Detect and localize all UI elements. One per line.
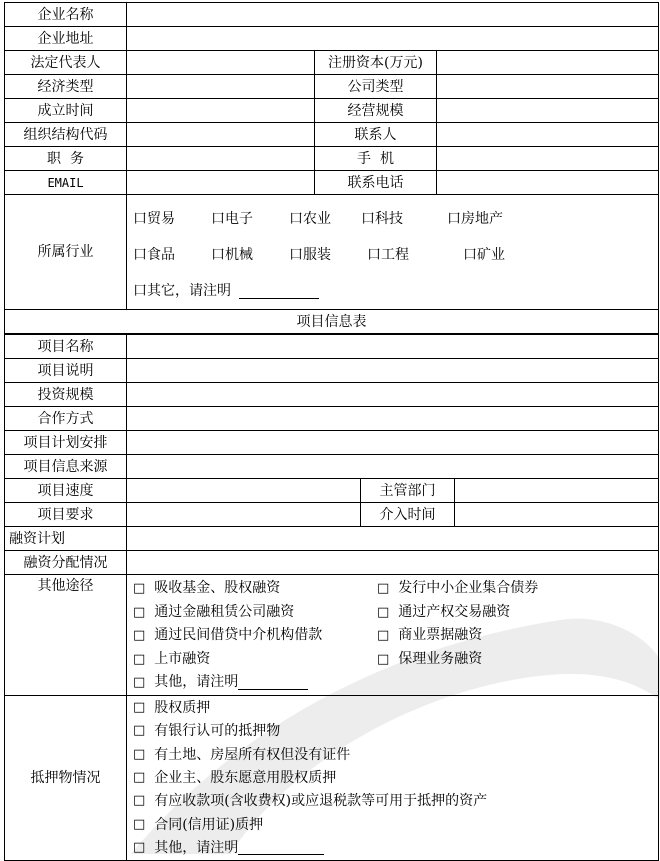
checkbox-icon: □ [133, 651, 146, 667]
project-info-table [4, 334, 659, 861]
source-label: 项目信息来源 [5, 455, 127, 479]
dept-label: 主管部门 [361, 479, 455, 503]
industry-option[interactable]: 口机械 [211, 247, 253, 263]
org-code-field[interactable] [127, 123, 315, 147]
timing-field[interactable] [455, 503, 659, 527]
invest-label: 投资规模 [5, 383, 127, 407]
row-industry [5, 195, 659, 310]
project-name-field[interactable] [127, 335, 659, 359]
legal-rep-label: 法定代表人 [5, 51, 127, 75]
founded-label: 成立时间 [5, 99, 127, 123]
coop-label: 合作方式 [5, 407, 127, 431]
mobile-field[interactable] [437, 147, 659, 171]
other-way-option[interactable]: □ 发行中小企业集合债券 [377, 580, 539, 597]
company-name-label: 企业名称 [5, 3, 127, 27]
row-economy-type [5, 75, 659, 99]
economy-type-field[interactable] [127, 75, 315, 99]
row-project-desc [5, 359, 659, 383]
checkbox-icon: □ [133, 628, 146, 644]
collateral-option[interactable]: □ 有应收款项(含收费权)或应退税款等可用于抵押的资产 [133, 793, 488, 810]
other-ways-row [133, 577, 658, 601]
email-field[interactable] [127, 171, 315, 195]
industry-option[interactable]: 口矿业 [463, 247, 505, 263]
collateral-option[interactable]: □ 合同(信用证)质押 [133, 816, 264, 833]
company-info-table [4, 2, 659, 334]
other-way-option[interactable]: □ 保理业务融资 [377, 650, 483, 667]
application-form [4, 2, 658, 856]
plan-field[interactable] [127, 431, 659, 455]
collateral-option[interactable]: □ 股权质押 [133, 700, 211, 717]
other-way-option[interactable]: □ 吸收基金、股权融资 [133, 580, 281, 597]
position-field[interactable] [127, 147, 315, 171]
checkbox-icon: □ [133, 816, 146, 832]
source-field[interactable] [127, 455, 659, 479]
other-ways-blank[interactable] [238, 675, 308, 690]
row-company-name [5, 3, 659, 27]
company-address-field[interactable] [127, 27, 659, 51]
row-legal-rep [5, 51, 659, 75]
industry-option[interactable]: 口电子 [211, 211, 253, 227]
other-ways-row [133, 624, 658, 648]
industry-option[interactable]: 口工程 [367, 247, 409, 263]
scale-field[interactable] [437, 99, 659, 123]
checkbox-icon: □ [133, 675, 146, 691]
other-ways-label: 其他途径 [5, 575, 127, 696]
checkbox-icon: □ [133, 839, 146, 855]
other-way-option[interactable]: □ 商业票据融资 [377, 627, 483, 644]
collateral-label: 抵押物情况 [5, 695, 127, 860]
other-way-option[interactable]: □ 通过产权交易融资 [377, 603, 511, 620]
row-other-ways [5, 575, 659, 696]
industry-option[interactable]: 口食品 [133, 247, 175, 263]
contact-field[interactable] [437, 123, 659, 147]
row-speed [5, 479, 659, 503]
row-project-name [5, 335, 659, 359]
row-org-code [5, 123, 659, 147]
industry-options-row-2 [133, 237, 658, 273]
coop-field[interactable] [127, 407, 659, 431]
finance-plan-field[interactable] [127, 527, 659, 551]
finance-alloc-label: 融资分配情况 [5, 551, 127, 575]
position-label: 职 务 [5, 147, 127, 171]
industry-option[interactable]: 口科技 [361, 211, 403, 227]
finance-alloc-field[interactable] [127, 551, 659, 575]
checkbox-icon: □ [133, 723, 146, 739]
industry-option-other[interactable]: 口其它，请注明 [133, 283, 231, 299]
scale-label: 经营规模 [315, 99, 437, 123]
collateral-other-blank[interactable] [238, 840, 324, 855]
industry-label: 所属行业 [5, 195, 127, 310]
timing-label: 介入时间 [361, 503, 455, 527]
row-email [5, 171, 659, 195]
collateral-option-other[interactable]: □ 其他，请注明 [133, 836, 658, 859]
plan-label: 项目计划安排 [5, 431, 127, 455]
company-type-label: 公司类型 [315, 75, 437, 99]
industry-other-blank[interactable] [239, 284, 319, 299]
row-finance-alloc [5, 551, 659, 575]
finance-plan-label: 融资计划 [5, 527, 127, 551]
row-requirements [5, 503, 659, 527]
industry-option[interactable]: 口房地产 [447, 211, 503, 227]
req-field[interactable] [127, 503, 361, 527]
checkbox-icon: □ [133, 604, 146, 620]
collateral-option[interactable]: □ 有银行认可的抵押物 [133, 723, 281, 740]
row-plan [5, 431, 659, 455]
mobile-label: 手 机 [315, 147, 437, 171]
row-finance-plan [5, 527, 659, 551]
other-ways-row [133, 671, 658, 695]
other-way-option[interactable]: □ 通过金融租赁公司融资 [133, 603, 295, 620]
company-address-label: 企业地址 [5, 27, 127, 51]
checkbox-icon: □ [377, 651, 390, 667]
other-way-option[interactable]: □ 上市融资 [133, 650, 211, 667]
industry-options-row-3 [133, 273, 658, 309]
row-coop [5, 407, 659, 431]
speed-field[interactable] [127, 479, 361, 503]
dept-field[interactable] [455, 479, 659, 503]
row-project-section [5, 310, 659, 334]
collateral-option[interactable]: □ 有土地、房屋所有权但没有证件 [133, 746, 351, 763]
invest-field[interactable] [127, 383, 659, 407]
collateral-option[interactable]: □ 企业主、股东愿意用股权质押 [133, 770, 337, 787]
req-label: 项目要求 [5, 503, 127, 527]
reg-capital-label: 注册资本(万元) [315, 51, 437, 75]
company-type-field[interactable] [437, 75, 659, 99]
speed-label: 项目速度 [5, 479, 127, 503]
checkbox-icon: □ [133, 793, 146, 809]
row-company-address [5, 27, 659, 51]
industry-options-row-1 [133, 201, 658, 237]
row-collateral [5, 695, 659, 860]
other-way-option-other[interactable]: □ 其他，请注明 [133, 674, 239, 691]
row-founded [5, 99, 659, 123]
checkbox-icon: □ [377, 604, 390, 620]
other-ways-row [133, 601, 658, 625]
industry-option[interactable]: 口农业 [289, 211, 331, 227]
industry-option[interactable]: 口贸易 [133, 211, 175, 227]
phone-field[interactable] [437, 171, 659, 195]
checkbox-icon: □ [133, 581, 146, 597]
checkbox-icon: □ [377, 628, 390, 644]
other-way-option[interactable]: □ 通过民间借贷中介机构借款 [133, 627, 323, 644]
economy-type-label: 经济类型 [5, 75, 127, 99]
legal-rep-field[interactable] [127, 51, 315, 75]
row-invest [5, 383, 659, 407]
project-desc-label: 项目说明 [5, 359, 127, 383]
industry-option[interactable]: 口服装 [289, 247, 331, 263]
phone-label: 联系电话 [315, 171, 437, 195]
checkbox-icon: □ [133, 700, 146, 716]
contact-label: 联系人 [315, 123, 437, 147]
company-name-field[interactable] [127, 3, 659, 27]
row-position [5, 147, 659, 171]
other-ways-options [127, 575, 659, 696]
email-label: EMAIL [5, 171, 127, 195]
org-code-label: 组织结构代码 [5, 123, 127, 147]
project-section-title: 项目信息表 [5, 310, 659, 334]
reg-capital-field[interactable] [437, 51, 659, 75]
other-ways-row [133, 648, 658, 672]
checkbox-icon: □ [377, 581, 390, 597]
industry-options [127, 195, 659, 310]
founded-field[interactable] [127, 99, 315, 123]
checkbox-icon: □ [133, 770, 146, 786]
row-source [5, 455, 659, 479]
project-desc-field[interactable] [127, 359, 659, 383]
checkbox-icon: □ [133, 746, 146, 762]
collateral-options [127, 695, 659, 860]
project-name-label: 项目名称 [5, 335, 127, 359]
